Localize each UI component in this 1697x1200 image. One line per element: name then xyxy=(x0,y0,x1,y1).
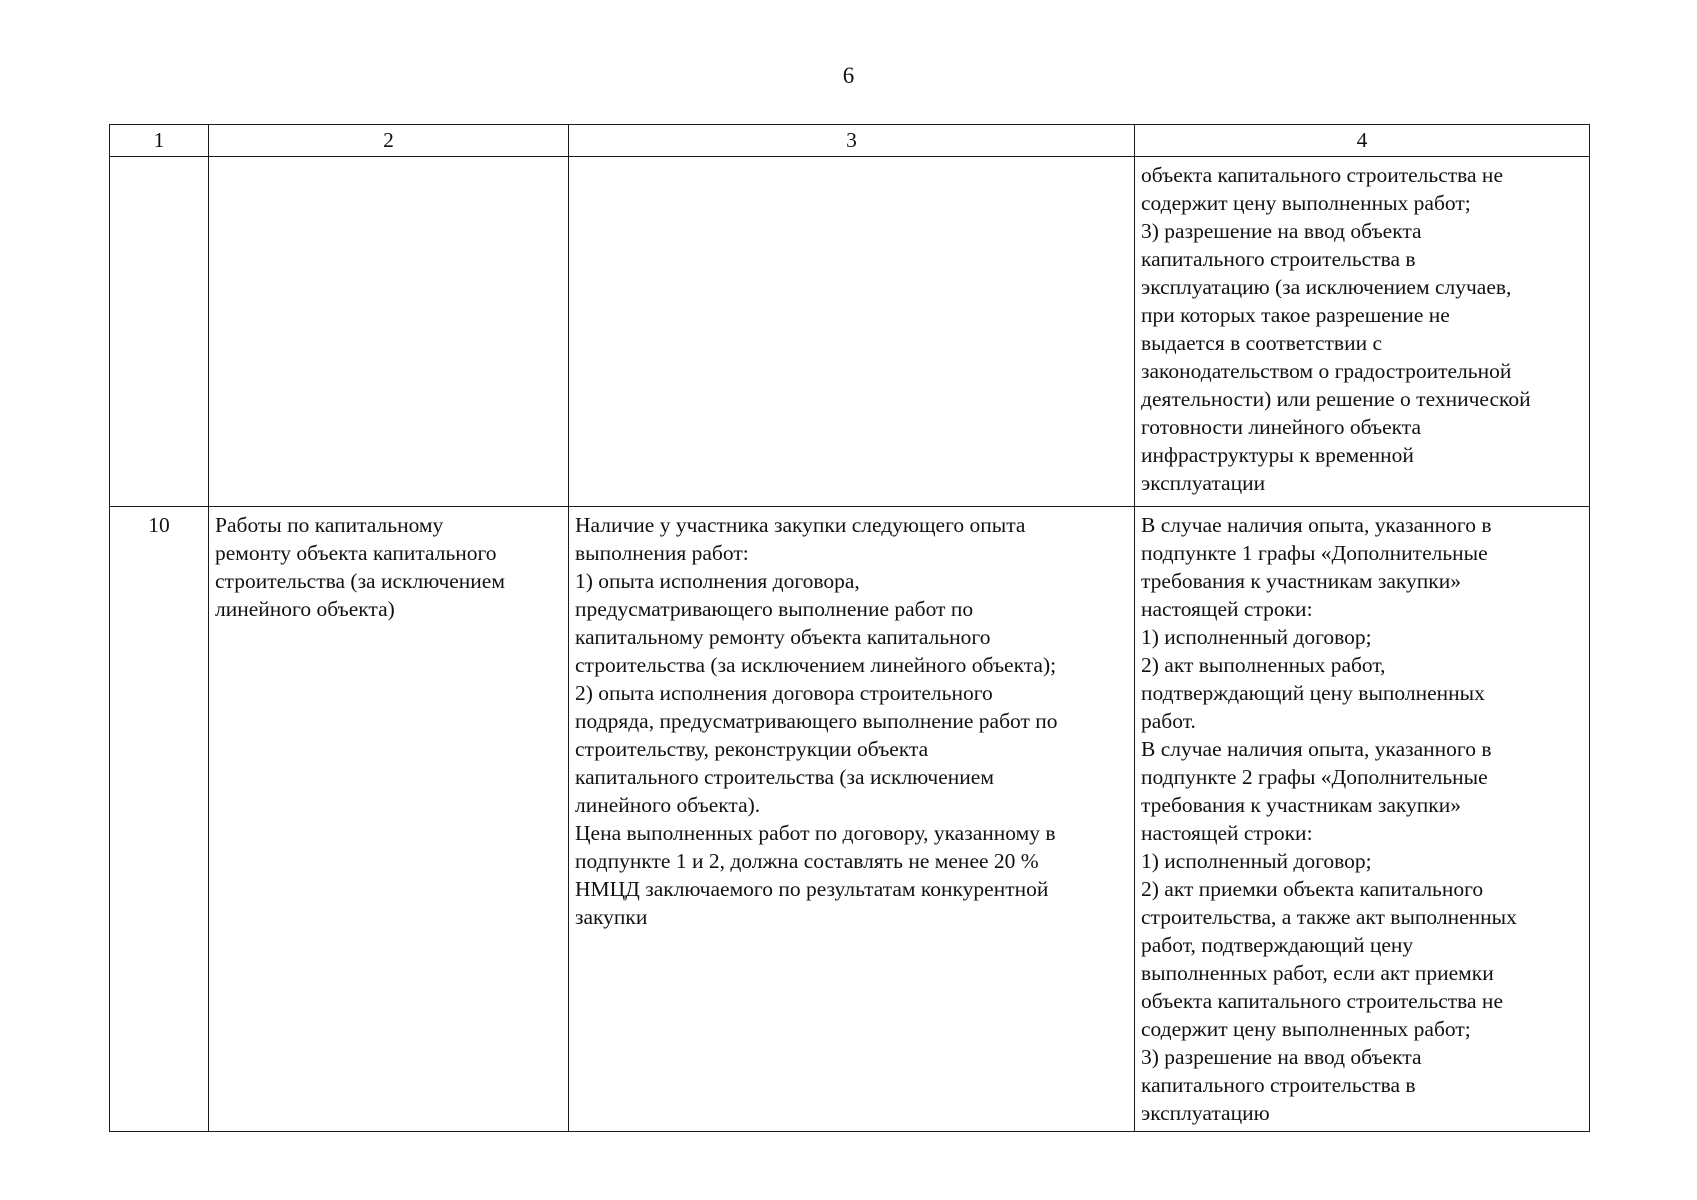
text-line: капитального строительства в xyxy=(1141,247,1416,271)
text-line: 2) опыта исполнения договора строительного xyxy=(575,681,993,705)
column-number-2: 2 xyxy=(209,125,569,157)
table-row-10 xyxy=(110,507,1590,1132)
column-number-3: 3 xyxy=(569,125,1135,157)
text-line: эксплуатации xyxy=(1141,471,1266,495)
text-line: при которых такое разрешение не xyxy=(1141,303,1450,327)
row-number-cell: 10 xyxy=(110,507,209,1132)
table-header-row xyxy=(110,125,1590,157)
text-line: 1) исполненный договор; xyxy=(1141,849,1372,873)
text-line: требования к участникам закупки» xyxy=(1141,793,1461,817)
text-line: подряда, предусматривающего выполнение работ по xyxy=(575,709,1058,733)
text-line: ремонту объекта капитального xyxy=(215,541,497,565)
column-number-4: 4 xyxy=(1135,125,1590,157)
text-line: капитального строительства (за исключением xyxy=(575,765,994,789)
text-line: объекта капитального строительства не xyxy=(1141,989,1503,1013)
text-line: выполненных работ, если акт приемки xyxy=(1141,961,1494,985)
text-line: Цена выполненных работ по договору, указанному в xyxy=(575,821,1056,845)
work-type-cell xyxy=(209,157,569,507)
text-line: эксплуатацию xyxy=(1141,1101,1270,1125)
text-line: деятельности) или решение о технической xyxy=(1141,387,1531,411)
text-line: инфраструктуры к временной xyxy=(1141,443,1414,467)
additional-requirements-cell xyxy=(569,157,1135,507)
text-line: законодательством о градостроительной xyxy=(1141,359,1512,383)
confirming-documents-cell xyxy=(1135,157,1590,507)
text-line: работ, подтверждающий цену xyxy=(1141,933,1414,957)
text-line: линейного объекта) xyxy=(215,597,395,621)
text-line: предусматривающего выполнение работ по xyxy=(575,597,974,621)
text-line: настоящей строки: xyxy=(1141,597,1313,621)
text-line: настоящей строки: xyxy=(1141,821,1313,845)
work-type-cell xyxy=(209,507,569,1132)
text-line: закупки xyxy=(575,905,648,929)
row-number-cell xyxy=(110,157,209,507)
column-number-1: 1 xyxy=(110,125,209,157)
text-line: капитальному ремонту объекта капитального xyxy=(575,625,991,649)
text-line: 3) разрешение на ввод объекта xyxy=(1141,219,1422,243)
table-row-continuation xyxy=(110,157,1590,507)
text-line: В случае наличия опыта, указанного в xyxy=(1141,737,1492,761)
text-line: подпункте 1 графы «Дополнительные xyxy=(1141,541,1488,565)
text-line: подпункте 1 и 2, должна составлять не менее 20 % xyxy=(575,849,1039,873)
text-line: НМЦД заключаемого по результатам конкурентной xyxy=(575,877,1049,901)
text-line: 3) разрешение на ввод объекта xyxy=(1141,1045,1422,1069)
text-line: 2) акт приемки объекта капитального xyxy=(1141,877,1484,901)
text-line: 1) исполненный договор; xyxy=(1141,625,1372,649)
text-line: линейного объекта). xyxy=(575,793,761,817)
text-line: 1) опыта исполнения договора, xyxy=(575,569,860,593)
text-line: строительства (за исключением xyxy=(215,569,505,593)
text-line: объекта капитального строительства не xyxy=(1141,163,1503,187)
text-line: капитального строительства в xyxy=(1141,1073,1416,1097)
additional-requirements-cell xyxy=(569,507,1135,1132)
text-line: 2) акт выполненных работ, xyxy=(1141,653,1386,677)
text-line: эксплуатацию (за исключением случаев, xyxy=(1141,275,1512,299)
text-line: требования к участникам закупки» xyxy=(1141,569,1461,593)
text-line: содержит цену выполненных работ; xyxy=(1141,191,1471,215)
text-line: содержит цену выполненных работ; xyxy=(1141,1017,1471,1041)
confirming-documents-cell xyxy=(1135,507,1590,1132)
text-line: строительства (за исключением линейного объекта); xyxy=(575,653,1057,677)
text-line: строительству, реконструкции объекта xyxy=(575,737,929,761)
requirements-table xyxy=(109,124,1590,1132)
text-line: В случае наличия опыта, указанного в xyxy=(1141,513,1492,537)
text-line: Наличие у участника закупки следующего опыта xyxy=(575,513,1026,537)
text-line: выдается в соответствии с xyxy=(1141,331,1383,355)
text-line: работ. xyxy=(1141,709,1196,733)
text-line: Работы по капитальному xyxy=(215,513,444,537)
text-line: готовности линейного объекта xyxy=(1141,415,1422,439)
text-line: подпункте 2 графы «Дополнительные xyxy=(1141,765,1488,789)
text-line: подтверждающий цену выполненных xyxy=(1141,681,1485,705)
text-line: строительства, а также акт выполненных xyxy=(1141,905,1517,929)
page-number: 6 xyxy=(842,63,855,88)
text-line: выполнения работ: xyxy=(575,541,749,565)
